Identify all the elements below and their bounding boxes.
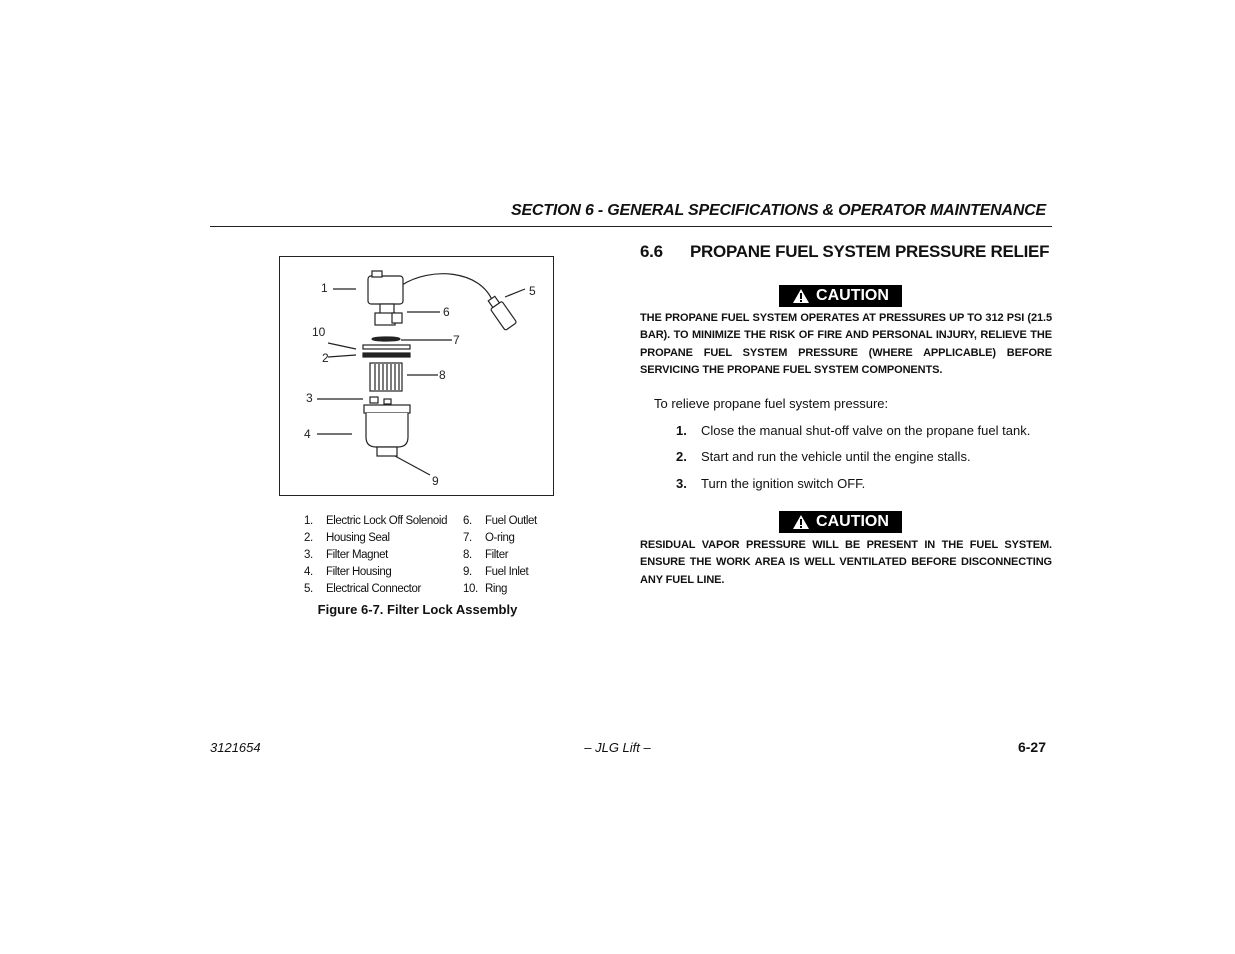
callout-2: 2	[322, 351, 329, 365]
footer-brand: – JLG Lift –	[584, 740, 651, 755]
step-item: 2. Start and run the vehicle until the engine stalls.	[676, 449, 971, 464]
callout-6: 6	[443, 305, 450, 319]
callout-1: 1	[321, 281, 328, 295]
callout-5: 5	[529, 284, 536, 298]
section-number: 6.6	[640, 242, 663, 261]
callout-4: 4	[304, 427, 311, 441]
callout-8: 8	[439, 368, 446, 382]
document-number: 3121654	[210, 740, 261, 755]
caution-banner	[779, 511, 902, 533]
section-title: PROPANE FUEL SYSTEM PRESSURE RELIEF	[690, 242, 1050, 261]
section-heading	[640, 242, 1049, 262]
step-item: 1. Close the manual shut-off valve on the propane fuel tank.	[676, 423, 1031, 438]
callout-10: 10	[312, 325, 326, 339]
warning-triangle-icon	[792, 514, 810, 530]
callout-3: 3	[306, 391, 313, 405]
callout-7: 7	[453, 333, 460, 347]
caution-label: CAUTION	[816, 513, 889, 530]
figure-caption: Figure 6-7. Filter Lock Assembly	[317, 602, 518, 617]
warning-triangle-icon	[792, 288, 810, 304]
filter-lock-assembly-drawing	[280, 257, 555, 497]
header-rule	[210, 226, 1052, 227]
step-item: 3. Turn the ignition switch OFF.	[676, 476, 866, 491]
caution-banner	[779, 285, 902, 307]
section-header-title: SECTION 6 - GENERAL SPECIFICATIONS & OPERATOR MAINTENANCE	[510, 202, 1046, 219]
caution-text: THE PROPANE FUEL SYSTEM OPERATES AT PRESSURES UP TO 312 PSI (21.5 BAR). TO MINIMIZE THE RISK OF FIRE AND PERSONAL INJURY, RELIEVE THE PROPANE FUEL SYSTEM PRESSURE (WHERE APPLICABLE) BEFORE SERVICING THE PROPANE FUEL SYSTEM COMPONENTS.	[640, 312, 1052, 376]
caution-label: CAUTION	[816, 287, 889, 304]
intro-text: To relieve propane fuel system pressure:	[654, 396, 889, 411]
page-number: 6-27	[1017, 739, 1046, 755]
callout-9: 9	[432, 474, 439, 488]
filter-lock-assembly-figure	[279, 256, 554, 496]
caution-text: RESIDUAL VAPOR PRESSURE WILL BE PRESENT IN THE FUEL SYSTEM. ENSURE THE WORK AREA IS WELL VENTILATED BEFORE DISCONNECTING ANY FUEL LINE.	[640, 539, 1052, 586]
